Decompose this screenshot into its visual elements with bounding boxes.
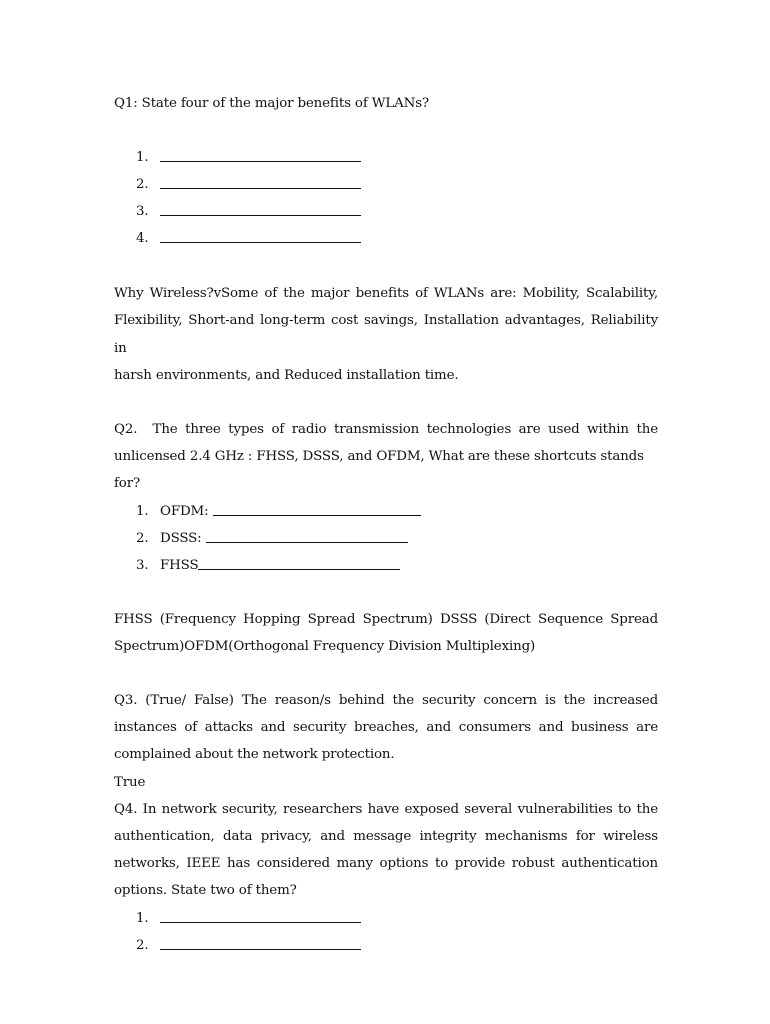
q4-line: Q4. In network security, researchers have exposed several vulnerabilities to the [114, 801, 658, 817]
q1-answer-item-1 [114, 144, 658, 171]
answer2-paragraph [114, 606, 658, 660]
q1-answer-item-3 [114, 198, 658, 225]
q2-answer-item-ofdm [114, 498, 658, 525]
q4-line: networks, IEEE has considered many options to provide robust authentication [114, 856, 658, 872]
answer2-line: FHSS (Frequency Hopping Spread Spectrum) DSSS (Direct Sequence Spread [114, 611, 658, 627]
item-label: DSSS: [160, 530, 206, 546]
q3-question [114, 687, 658, 769]
q2-answer-item-fhss [114, 552, 658, 579]
q3-answer: True [114, 774, 146, 790]
item-number: 1. [136, 150, 149, 166]
item-number: 2. [136, 530, 149, 546]
answer1-line: Why Wireless?vSome of the major benefits of WLANs are: Mobility, Scalability, [114, 286, 658, 302]
q4-question [114, 796, 658, 905]
q4-answer-list [114, 905, 658, 959]
q3-line: Q3. (True/ False) The reason/s behind the security concern is the increased [114, 693, 658, 709]
q2-answer-list [114, 498, 658, 579]
q1-answer-item-2 [114, 171, 658, 198]
q4-answer-item-1 [114, 905, 658, 932]
answer-blank-line[interactable] [160, 199, 361, 216]
q2-answer-item-dsss [114, 525, 658, 552]
item-number: 2. [136, 177, 149, 193]
q1-answer-list [114, 144, 658, 252]
item-number: 3. [136, 557, 149, 573]
answer-blank-line[interactable] [160, 933, 361, 950]
q2-line: Q2. The three types of radio transmission technologies are used within the [114, 422, 658, 438]
item-number: 4. [136, 231, 149, 247]
answer-blank-line[interactable] [213, 499, 421, 516]
item-number: 2. [136, 937, 149, 953]
item-number: 1. [136, 503, 149, 519]
q3-line: instances of attacks and security breaches, and consumers and business are [114, 720, 658, 736]
q2-line: unlicensed 2.4 GHz : FHSS, DSSS, and OFDM, What are these shortcuts stands for? [114, 449, 644, 492]
q1-answer-item-4 [114, 225, 658, 252]
answer-blank-line[interactable] [206, 526, 408, 543]
document-page [114, 90, 658, 959]
q3-line: complained about the network protection. [114, 747, 395, 763]
q4-line: options. State two of them? [114, 883, 297, 899]
answer-blank-line[interactable] [160, 906, 361, 923]
answer-blank-line[interactable] [198, 553, 400, 570]
answer-blank-line[interactable] [160, 226, 361, 243]
answer2-line: Spectrum)OFDM(Orthogonal Frequency Division Multiplexing) [114, 638, 536, 654]
answer1-paragraph [114, 280, 658, 389]
q4-line: authentication, data privacy, and message integrity mechanisms for wireless [114, 829, 658, 845]
q4-answer-item-2 [114, 932, 658, 959]
item-label: FHSS [160, 557, 199, 573]
q1-question: Q1: State four of the major benefits of WLANs? [114, 96, 429, 111]
answer1-line: Flexibility, Short-and long-term cost savings, Installation advantages, Reliability in [114, 313, 658, 356]
answer1-line: harsh environments, and Reduced installation time. [114, 367, 459, 383]
answer-blank-line[interactable] [160, 145, 361, 162]
item-label: OFDM: [160, 503, 213, 519]
item-number: 1. [136, 910, 149, 926]
answer-blank-line[interactable] [160, 172, 361, 189]
item-number: 3. [136, 204, 149, 220]
q2-question [114, 416, 658, 498]
